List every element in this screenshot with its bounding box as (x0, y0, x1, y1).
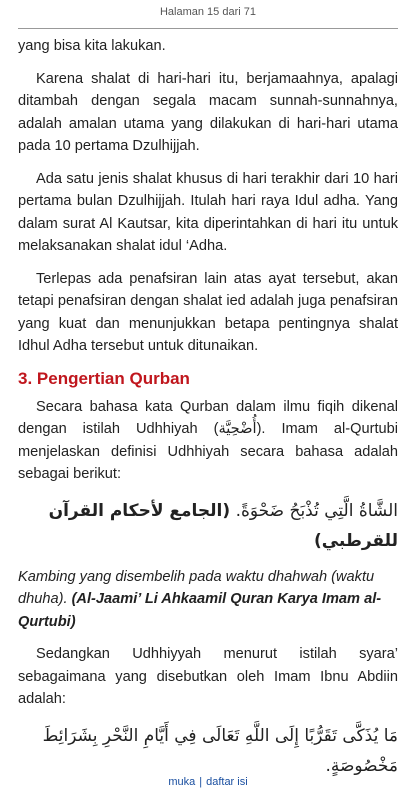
table-of-contents-link[interactable]: daftar isi (206, 776, 248, 788)
arabic-quote-source: (الجامع لأحكام القرآن للقرطبي) (48, 500, 398, 551)
paragraph-text: Secara bahasa kata Qurban dalam ilmu fiqih dikenal dengan istilah Udhhiyah ( (18, 398, 398, 437)
footer-separator: | (199, 776, 203, 788)
paragraph: Karena shalat di hari-hari itu, berjamaahnya, apalagi ditambah dengan segala macam sunnah-sunnahnya, adalah amalan utama yang dilakukan di hari-hari utama pada 10 pertama Dzulhijjah. (18, 70, 398, 154)
arabic-quote (18, 496, 398, 556)
section-heading: 3. Pengertian Qurban (18, 368, 190, 388)
footer-nav (0, 776, 416, 788)
translation-quote (18, 566, 398, 634)
translation-source: (Al-Jaami’ Li Ahkaamil Quran Karya Imam al-Qurtubi) (18, 591, 382, 630)
page-number-label: Halaman 15 dari 71 (159, 6, 256, 18)
arabic-quote-text: الشَّاةُ الَّتِي تُذْبَحُ ضَحْوَةً. (235, 500, 398, 521)
arabic-definition: مَا يُذَكَّى تَقَرُّبًا إِلَى اللَّهِ تَعَالَى فِي أَيَّامِ النَّحْرِ بِشَرَائِطَ مَخْصُوصَةٍ. (42, 725, 398, 776)
paragraph: Ada satu jenis shalat khusus di hari terakhir dari 10 hari pertama bulan Dzulhijjah. Itulah hari raya Idul adha. Yang dalam surat Al Kautsar, kita diperintahkan di hari itu untuk melaksanakan shalat idul ‘Adha. (18, 170, 398, 254)
paragraph: Sedangkan Udhhiyyah menurut istilah syara’ sebagaimana yang disebutkan oleh Imam Ibnu Abdiin adalah: (18, 646, 398, 707)
arabic-term: أُضْحِيَّة (218, 420, 257, 437)
header-divider (18, 28, 398, 29)
home-link[interactable]: muka (168, 776, 196, 788)
paragraph-continuation: yang bisa kita lakukan. (18, 38, 166, 54)
paragraph-text: ). Imam al-Qurtubi menjelaskan definisi Udhhiyah secara bahasa adalah sebagai berikut: (18, 421, 398, 482)
paragraph (18, 396, 398, 486)
document-body (18, 35, 398, 791)
paragraph: Terlepas ada penafsiran lain atas ayat tersebut, akan tetapi penafsiran dengan shalat ied adalah juga penafsiran yang kuat dan menunjukkan betapa pentingnya shalat Idhul Adha tersebut untuk ditunaikan. (18, 270, 398, 354)
translation-text: Kambing yang disembelih pada waktu dhahwah (waktu dhuha). (18, 568, 375, 607)
